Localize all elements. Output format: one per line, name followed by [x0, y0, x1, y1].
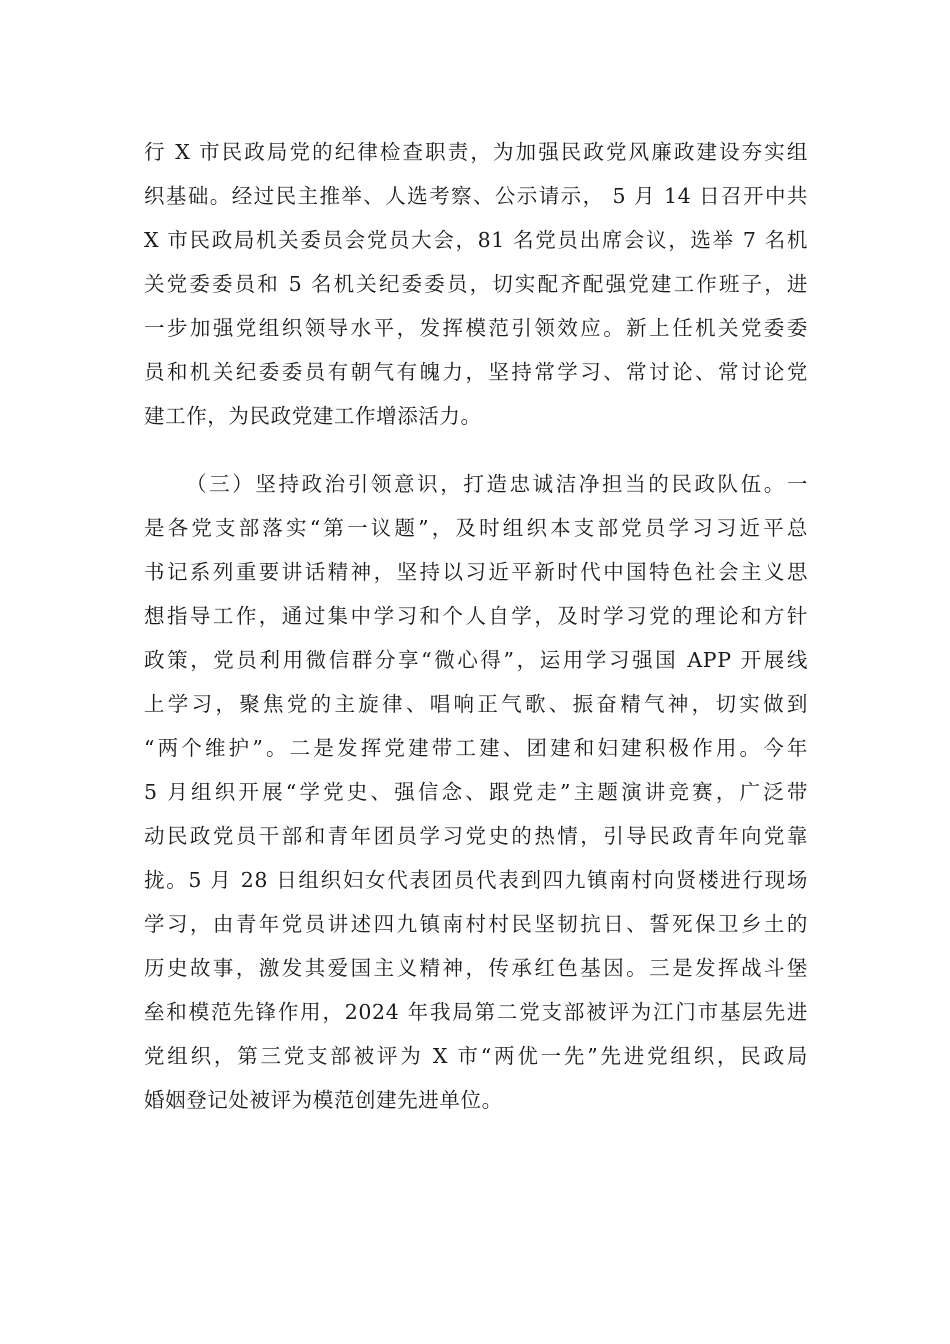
text-line: 动民政党员干部和青年团员学习党史的热情，引导民政青年向党靠 [144, 824, 808, 848]
text-line: 关党委委员和 5 名机关纪委委员，切实配齐配强党建工作班子，进 [144, 272, 808, 296]
text-line: 是各党支部落实“第一议题”，及时组织本支部党员学习习近平总 [144, 516, 808, 540]
text-line: 历史故事，激发其爱国主义精神，传承红色基因。三是发挥战斗堡 [144, 956, 808, 980]
text-line-first: （三）坚持政治引领意识，打造忠诚洁净担当的民政队伍。一 [186, 472, 808, 496]
text-line: X 市民政局机关委员会党员大会，81 名党员出席会议，选举 7 名机 [144, 228, 808, 252]
text-line: 行 X 市民政局党的纪律检查职责，为加强民政党风廉政建设夯实组 [144, 140, 808, 164]
text-line: 学习，由青年党员讲述四九镇南村村民坚韧抗日、誓死保卫乡土的 [144, 912, 808, 936]
text-line: 上学习，聚焦党的主旋律、唱响正气歌、振奋精气神，切实做到 [144, 692, 808, 716]
text-line: 婚姻登记处被评为模范创建先进单位。 [144, 1088, 503, 1112]
text-line: 员和机关纪委委员有朝气有魄力，坚持常学习、常讨论、常讨论党 [144, 360, 808, 384]
text-line: 书记系列重要讲话精神，坚持以习近平新时代中国特色社会主义思 [144, 560, 808, 584]
paragraph-2 [144, 462, 808, 1122]
text-line: 想指导工作，通过集中学习和个人自学，及时学习党的理论和方针 [144, 604, 808, 628]
text-line: 织基础。经过民主推举、人选考察、公示请示， 5 月 14 日召开中共 [144, 184, 808, 208]
text-line: 拢。5 月 28 日组织妇女代表团员代表到四九镇南村向贤楼进行现场 [144, 868, 808, 892]
text-line: 垒和模范先锋作用，2024 年我局第二党支部被评为江门市基层先进 [144, 1000, 808, 1024]
text-line: “两个维护”。二是发挥党建带工建、团建和妇建积极作用。今年 [144, 736, 808, 760]
paragraph-1 [144, 130, 808, 438]
text-line: 党组织，第三党支部被评为 X 市“两优一先”先进党组织，民政局 [144, 1044, 808, 1068]
text-line: 一步加强党组织领导水平，发挥模范引领效应。新上任机关党委委 [144, 316, 808, 340]
text-line: 5 月组织开展“学党史、强信念、跟党走”主题演讲竞赛，广泛带 [144, 780, 808, 804]
text-line: 建工作，为民政党建工作增添活力。 [144, 404, 482, 428]
text-line: 政策，党员利用微信群分享“微心得”，运用学习强国 APP 开展线 [144, 648, 808, 672]
